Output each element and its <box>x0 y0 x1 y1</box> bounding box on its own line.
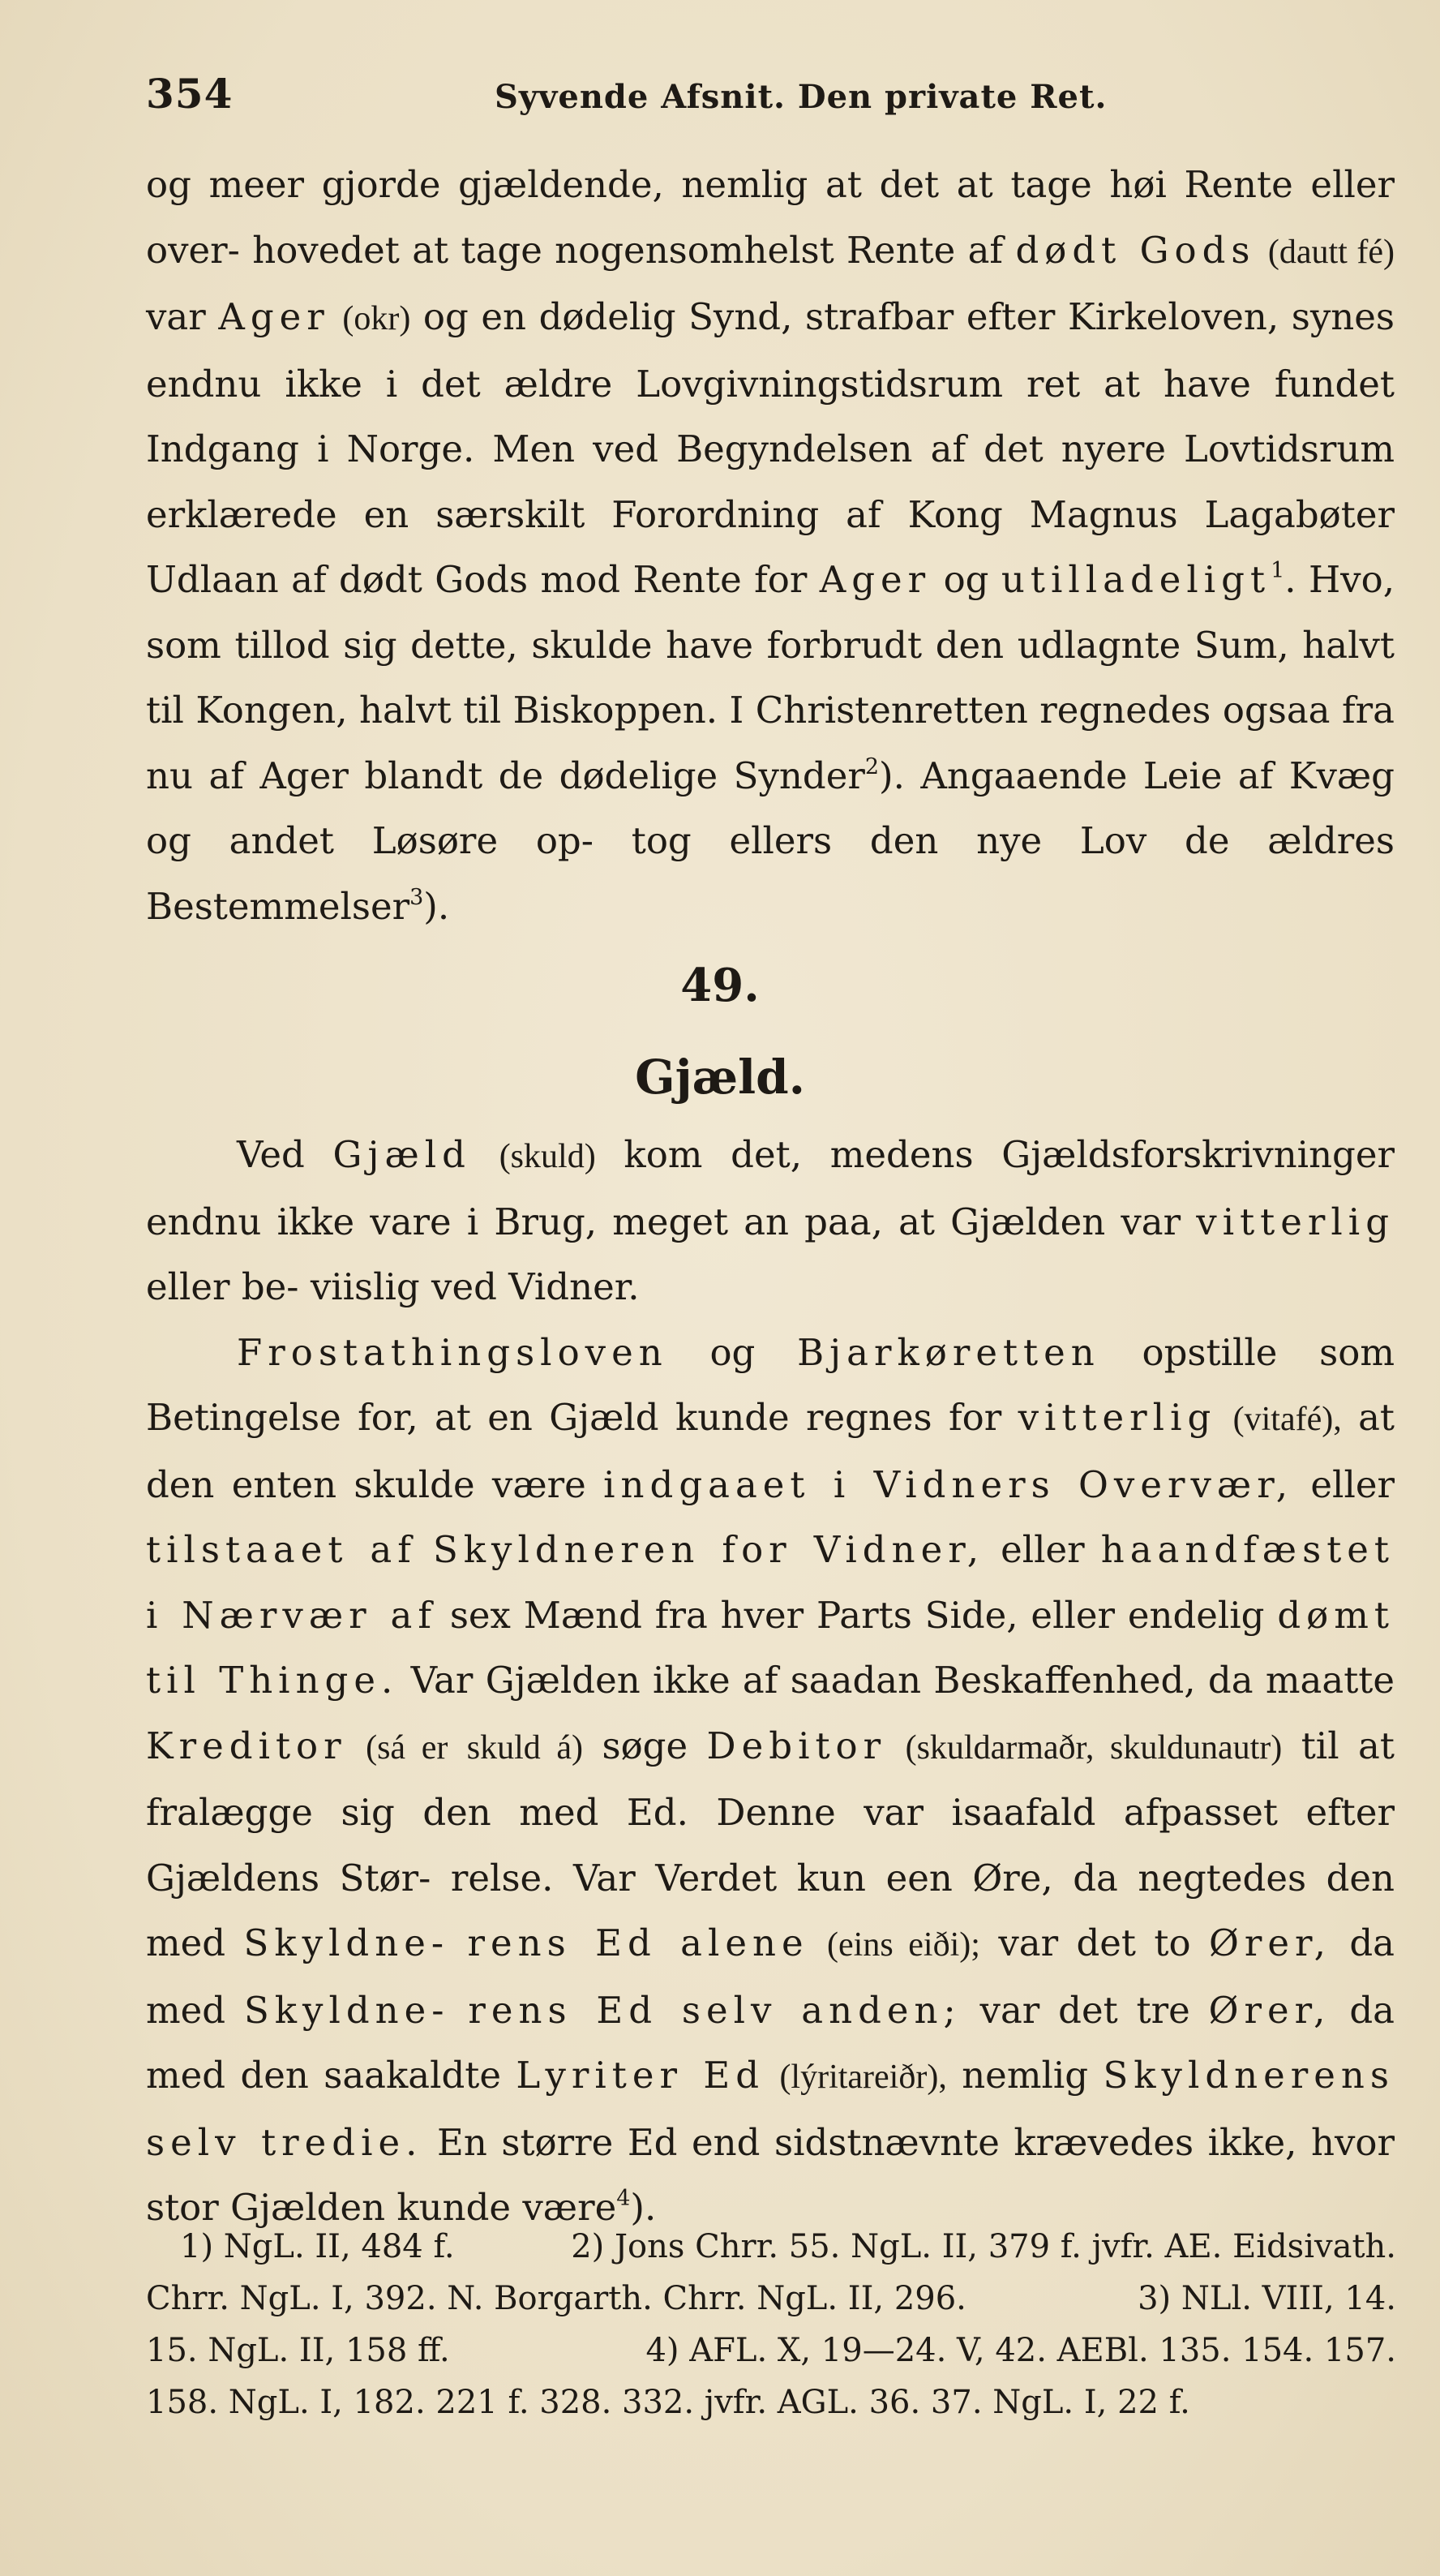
footnote-ref[interactable]: 2 <box>864 753 880 779</box>
footnote-ref[interactable]: 4 <box>616 2186 631 2211</box>
footnote-line: 15. NgL. II, 158 ff. 4) AFL. X, 19—24. V, 42. AEBl. 135. 154. 157. <box>146 2325 1396 2376</box>
paragraph: og meer gjorde gjældende, nemlig at det at tage høi Rente eller over- hovedet at tage nogensomhelst Rente af dødt Gods (dautt fé) var Ager (okr) og en dødelig Synd, strafbar efter Kirkeloven, synes endnu ikke i det ældre Lovgivningstidsrum ret at have fundet Indgang i Norge. Men ved Begyndelsen af det nyere Lovtidsrum erklærede en særskilt Forordning af Kong Magnus Lagabøter Udlaan af dødt Gods mod Rente for Ager og utilladeligt$^1$. Hvo, som tillod sig dette, skulde have forbrudt den udlagnte Sum, halvt til Kongen, halvt til Biskoppen. I Christenretten regnedes ogsaa fra nu af Ager blandt de dødelige Synder$^2$). Angaaende Leie af Kvæg og andet Løsøre op- tog ellers den nye Lov de ældres Bestemmelser$^3$). <box>146 163 1395 928</box>
continued-paragraph <box>146 152 1395 939</box>
footnote-line: Chrr. NgL. I, 392. N. Borgarth. Chrr. NgL. II, 296. 3) NLl. VIII, 14. <box>146 2273 1396 2325</box>
footnote-ref[interactable]: 3 <box>409 884 424 910</box>
paragraph: Frostathingsloven og Bjarkøretten opstille som Betingelse for, at en Gjæld kunde regnes for vitterlig (vitafé), at den enten skulde være indgaaet i Vidners Overvær, eller tilstaaet af Skyldneren for Vidner, eller haandfæstet i Nærvær af sex Mænd fra hver Parts Side, eller endelig dømt til Thinge. Var Gjælden ikke af saadan Beskaffenhed, da maatte Kreditor (sá er skuld á) søge Debitor (skuldarmaðr, skuldunautr) til at fralægge sig den med Ed. Denne var isaafald afpasset efter Gjældens Stør- relse. Var Verdet kun een Øre, da negtedes den med Skyldne- rens Ed alene (eins eiði); var det to Ører, da med Skyldne- rens Ed selv anden; var det tre Ører, da med den saakaldte Lyriter Ed (lýritareiðr), nemlig Skyldnerens selv tredie. En større Ed end sidstnævnte krævedes ikke, hvor stor Gjælden kunde være$^4$). <box>146 1330 1395 2229</box>
footnote-2: 2) Jons Chrr. 55. NgL. II, 379 f. jvfr. AE. Eidsivath. <box>571 2228 1396 2265</box>
page-number: 354 <box>146 70 234 118</box>
paragraph: Ved Gjæld (skuld) kom det, medens Gjældsforskrivninger endnu ikke vare i Brug, meget an paa, at Gjælden var vitterlig eller be- viislig ved Vidner. <box>146 1133 1395 1308</box>
section-body <box>146 1123 1395 2241</box>
running-head: Syvende Afsnit. Den private Ret. <box>495 78 1108 116</box>
section-number: 49. <box>680 959 760 1012</box>
section-title: Gjæld. <box>635 1050 805 1105</box>
footnote-line <box>180 2221 1396 2273</box>
footnote-4: 4) AFL. X, 19—24. V, 42. AEBl. 135. 154. 157. <box>645 2332 1396 2369</box>
footnote-ref[interactable]: 1 <box>1271 558 1285 583</box>
footnote-line: 158. NgL. I, 182. 221 f. 328. 332. jvfr. AGL. 36. 37. NgL. I, 22 f. <box>146 2384 1190 2421</box>
footnote-3: 3) NLl. VIII, 14. <box>1138 2280 1396 2317</box>
footnote-1: 1) NgL. II, 484 f. <box>180 2228 455 2265</box>
footnotes <box>146 2221 1396 2428</box>
page-header <box>146 70 1297 118</box>
